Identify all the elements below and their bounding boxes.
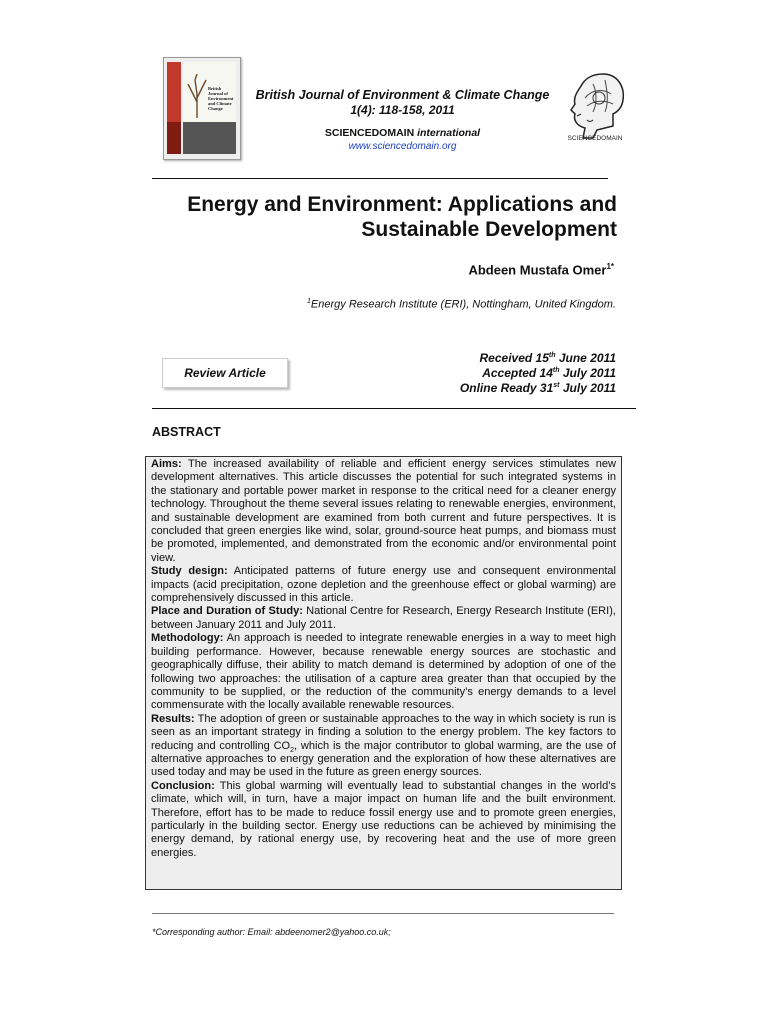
corresponding-author-footnote: *Corresponding author: Email: abdeenomer2@yahoo.co.uk; [152,927,391,937]
logo-caption: SCIENCEDOMAIN [567,135,623,142]
aims-label: Aims: [151,458,182,470]
affiliation-text: Energy Research Institute (ERI), Nottingham, United Kingdom. [310,298,616,311]
received-sup: th [548,352,556,359]
results-text-2: , which is the major contributor to global warming, are the use of alternative approaches to energy generation and the exploration of how these alternatives are used today and may be used in the future as green energy sources. [151,739,616,779]
abstract-conclusion [151,780,616,860]
online-suffix: July 2011 [559,381,616,395]
place-label: Place and Duration of Study: [151,605,303,618]
publisher-main: SCIENCEDOMAIN [324,127,415,139]
conclusion-label: Conclusion: [151,779,215,792]
title-divider [152,408,636,409]
author-line [300,262,614,277]
received-date [400,351,616,366]
abstract-results [151,713,616,780]
accepted-date [400,366,616,381]
online-prefix: Online Ready 31 [459,381,554,395]
article-type-badge: Review Article [162,358,288,388]
results-label: Results: [151,712,195,725]
journal-volume: 1(4): 118-158, 2011 [350,103,455,117]
aims-text: The increased availability of reliable and efficient energy services stimulates new development alternatives. This article discusses the potential for such integrated systems in the stationary and portable power market in response to the critical need for a cleaner energy technology. Throughout the theme several issues relating to renewable energies, environment, and sustainable development are examined from both current and future perspectives. It is concluded that green energies like wind, solar, ground-source heat pumps, and biomass must be promoted, implemented, and demonstrated from the economic and/or environmental point view. [151,458,616,564]
abstract-heading: ABSTRACT [152,425,221,439]
affiliation-mark: 1 [307,298,311,305]
author-mark: 1* [606,262,614,271]
abstract-box [145,456,622,890]
online-date [400,381,616,396]
received-suffix: June 2011 [555,351,616,365]
online-sup: st [553,382,560,389]
method-text: An approach is needed to integrate renewable energies in a way to meet high building performance. However, because renewable energy sources are stochastic and geographically diffuse, their ability to match demand is determined by adoption of one of the following two approaches: the utilisation of a capture area greater than that occupied by the community to be supplied, or the reduction of the community’s energy demands to a level commensurate with the locally available renewable resources. [151,632,616,712]
abstract-design [151,565,616,605]
article-dates [400,351,616,396]
conclusion-text: This global warming will eventually lead to substantial changes in the world’s climate, which will, in turn, have a major impact on human life and the built environment. Therefore, effort has to be made to reduce fossil energy use and to promote green energies, particularly in the building sector. Energy use reductions can be achieved by minimising the energy demand, by rational energy use, by recovering heat and the use of more green energies. [151,779,616,859]
cover-title: British Journal of Environment and Climate Change [208,86,234,111]
tree-icon [186,72,208,118]
author-name: Abdeen Mustafa Omer [468,262,607,278]
abstract-aims [151,458,616,565]
affiliation-line [250,298,616,311]
accepted-prefix: Accepted 14 [482,366,553,380]
article-title: Energy and Environment: Applications and Sustainable Development [187,193,617,241]
received-prefix: Received 15 [479,351,549,365]
design-label: Study design: [151,565,228,578]
results-sub: 2 [290,746,295,754]
accepted-suffix: July 2011 [559,366,616,380]
abstract-method [151,632,616,712]
journal-title: British Journal of Environment & Climate Change [255,88,550,102]
abstract-place [151,605,616,632]
results-text-1: The adoption of green or sustainable approaches to the way in which society is run is seen as an important strategy in finding a solution to the energy problem. The key factors to reducing and controlling CO [151,712,616,752]
method-label: Methodology: [151,632,224,645]
place-text: National Centre for Research, Energy Research Institute (ERI), between January 2011 and July 2011. [151,605,616,631]
accepted-sup: th [552,367,560,374]
publisher-name [245,127,560,139]
design-text: Anticipated patterns of future energy use and consequent environmental impacts (acid precipitation, ozone depletion and the greenhouse effect or global warming) are comprehensively discussed in this article. [151,565,617,605]
header-divider [152,178,608,179]
journal-cover-image [163,57,241,160]
publisher-suffix: international [417,127,481,139]
publisher-website[interactable]: www.sciencedomain.org [348,141,457,152]
footnote-divider [152,913,614,914]
